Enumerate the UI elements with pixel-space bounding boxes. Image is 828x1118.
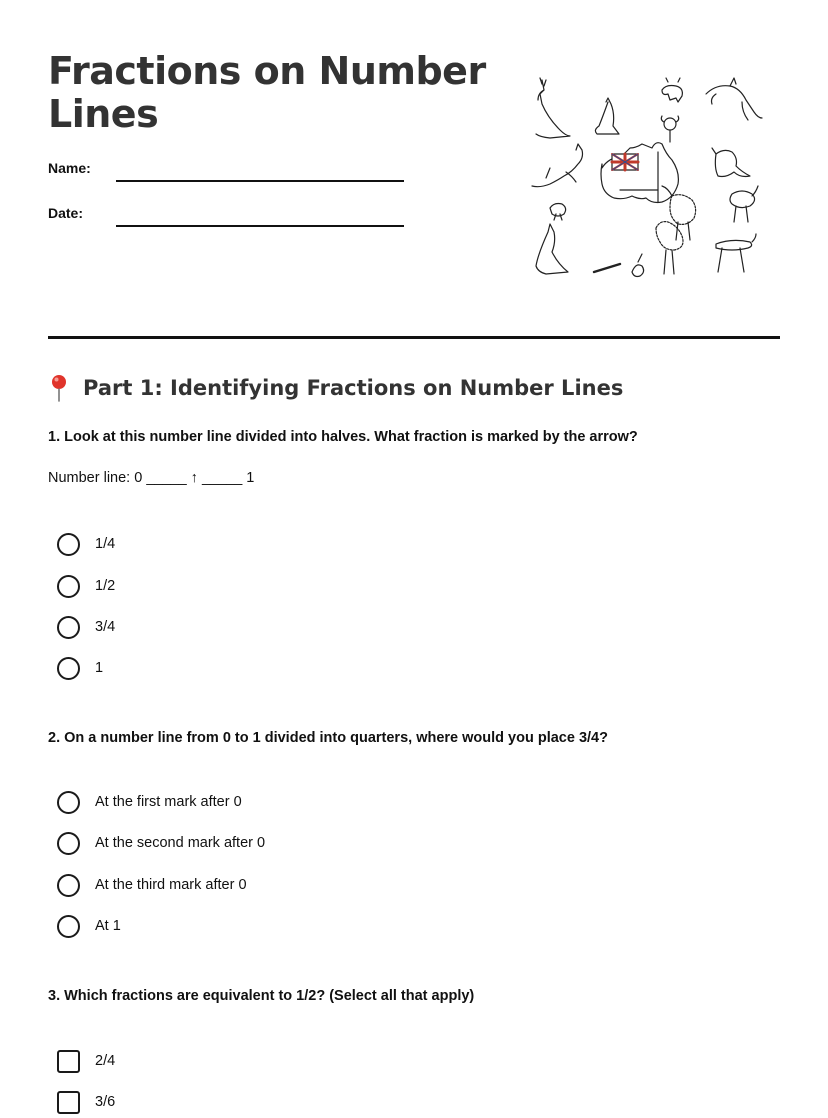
q3-option-2[interactable]: [57, 1089, 115, 1115]
checkbox[interactable]: [57, 1091, 80, 1114]
q1-option-4[interactable]: [57, 655, 103, 681]
pushpin-icon: [48, 374, 70, 402]
small-bird-icon: [550, 204, 566, 221]
sitting-kangaroo-icon: [536, 224, 568, 274]
checkbox[interactable]: [57, 1050, 80, 1073]
q2-option-4[interactable]: [57, 913, 121, 939]
option-label: At the third mark after 0: [95, 877, 247, 893]
q1-option-3[interactable]: [57, 614, 115, 640]
radio-button[interactable]: [57, 874, 80, 897]
question-1-number-line: Number line: 0 _____ ↑ _____ 1: [48, 470, 255, 486]
q3-option-1[interactable]: [57, 1048, 115, 1074]
kangaroo-side-icon: [532, 144, 583, 187]
australia-map-icon: [601, 143, 678, 203]
hopping-kangaroo-icon: [712, 148, 750, 177]
radio-button[interactable]: [57, 915, 80, 938]
kangaroo-icon: [536, 78, 570, 138]
worksheet-title: Fractions on Number Lines: [48, 49, 486, 136]
option-label: 1/4: [95, 536, 116, 552]
name-field[interactable]: [116, 180, 404, 182]
cassowary-icon: [662, 186, 696, 240]
q2-option-1[interactable]: [57, 789, 242, 815]
question-2-text: 2. On a number line from 0 to 1 divided into quarters, where would you place 3/4?: [48, 730, 608, 746]
q2-option-2[interactable]: [57, 830, 265, 856]
option-label: At 1: [95, 918, 121, 934]
option-label: At the second mark after 0: [95, 835, 266, 851]
option-label: 2/4: [95, 1053, 116, 1069]
radio-button[interactable]: [57, 832, 80, 855]
name-label: Name:: [48, 160, 91, 176]
date-label: Date:: [48, 205, 84, 221]
option-label: 3/6: [95, 1094, 116, 1110]
q2-option-3[interactable]: [57, 872, 247, 898]
long-legged-bird-icon: [716, 234, 756, 272]
section-heading: [48, 374, 623, 402]
emu-icon: [730, 186, 758, 222]
q1-option-1[interactable]: [57, 531, 115, 557]
question-1-text: 1. Look at this number line divided into halves. What fraction is marked by the arrow?: [48, 429, 638, 445]
leaping-kangaroo-icon: [706, 78, 762, 120]
radio-button[interactable]: [57, 533, 80, 556]
radio-button[interactable]: [57, 791, 80, 814]
option-label: At the first mark after 0: [95, 794, 242, 810]
radio-button[interactable]: [57, 657, 80, 680]
brolga-icon: [656, 222, 683, 274]
wallaby-icon: [595, 98, 619, 134]
option-label: 1/2: [95, 578, 116, 594]
wombat-icon: [662, 78, 682, 102]
australian-animals-map-illustration: [520, 72, 764, 284]
option-label: 3/4: [95, 619, 116, 635]
date-field[interactable]: [116, 225, 404, 227]
didgeridoo-icon: [594, 264, 620, 272]
platypus-icon: [632, 254, 644, 277]
radio-button[interactable]: [57, 575, 80, 598]
section-title-text: Part 1: Identifying Fractions on Number Lines: [83, 376, 624, 400]
koala-icon: [661, 116, 678, 142]
q1-option-2[interactable]: [57, 573, 115, 599]
radio-button[interactable]: [57, 616, 80, 639]
option-label: 1: [95, 660, 104, 676]
section-divider: [48, 336, 780, 339]
question-3-text: 3. Which fractions are equivalent to 1/2? (Select all that apply): [48, 988, 475, 1004]
